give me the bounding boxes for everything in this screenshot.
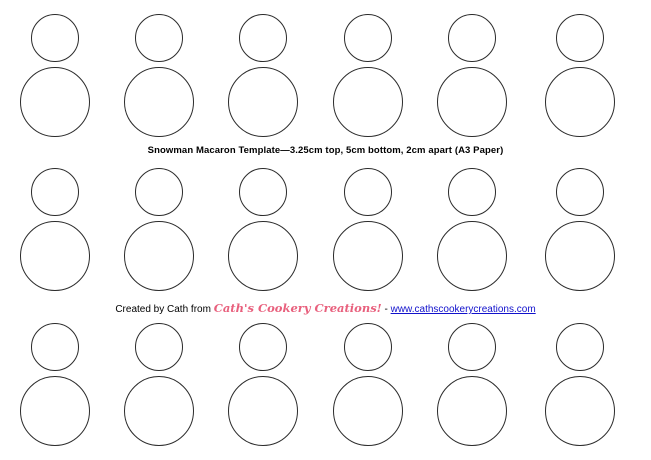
snowman-top-circle — [556, 168, 604, 216]
snowman-bottom-circle — [437, 67, 507, 137]
snowman-top-circle — [31, 168, 79, 216]
credit-line — [0, 301, 651, 315]
snowman-top-circle — [31, 14, 79, 62]
snowman-top-circle — [448, 14, 496, 62]
credit-prefix: Created by Cath from — [115, 304, 214, 315]
credit-website-link[interactable]: www.cathscookerycreations.com — [390, 304, 536, 315]
snowman-bottom-circle — [228, 376, 298, 446]
snowman-bottom-circle — [333, 67, 403, 137]
snowman-bottom-circle — [545, 221, 615, 291]
snowman-bottom-circle — [545, 376, 615, 446]
snowman-top-circle — [135, 168, 183, 216]
snowman-bottom-circle — [228, 67, 298, 137]
snowman-top-circle — [239, 14, 287, 62]
snowman-top-circle — [31, 323, 79, 371]
snowman-top-circle — [556, 14, 604, 62]
snowman-bottom-circle — [333, 376, 403, 446]
snowman-bottom-circle — [437, 376, 507, 446]
snowman-top-circle — [239, 323, 287, 371]
snowman-bottom-circle — [124, 221, 194, 291]
credit-brand: Cath's Cookery Creations! — [213, 301, 382, 315]
snowman-top-circle — [239, 168, 287, 216]
credit-separator: - — [381, 304, 391, 315]
snowman-bottom-circle — [228, 221, 298, 291]
snowman-top-circle — [344, 168, 392, 216]
snowman-bottom-circle — [20, 376, 90, 446]
snowman-top-circle — [344, 14, 392, 62]
snowman-bottom-circle — [124, 376, 194, 446]
snowman-bottom-circle — [545, 67, 615, 137]
snowman-top-circle — [556, 323, 604, 371]
snowman-bottom-circle — [20, 221, 90, 291]
snowman-top-circle — [135, 14, 183, 62]
snowman-top-circle — [448, 323, 496, 371]
snowman-bottom-circle — [333, 221, 403, 291]
snowman-top-circle — [448, 168, 496, 216]
snowman-bottom-circle — [124, 67, 194, 137]
snowman-top-circle — [344, 323, 392, 371]
snowman-top-circle — [135, 323, 183, 371]
snowman-bottom-circle — [437, 221, 507, 291]
snowman-bottom-circle — [20, 67, 90, 137]
template-caption: Snowman Macaron Template—3.25cm top, 5cm bottom, 2cm apart (A3 Paper) — [147, 145, 504, 156]
